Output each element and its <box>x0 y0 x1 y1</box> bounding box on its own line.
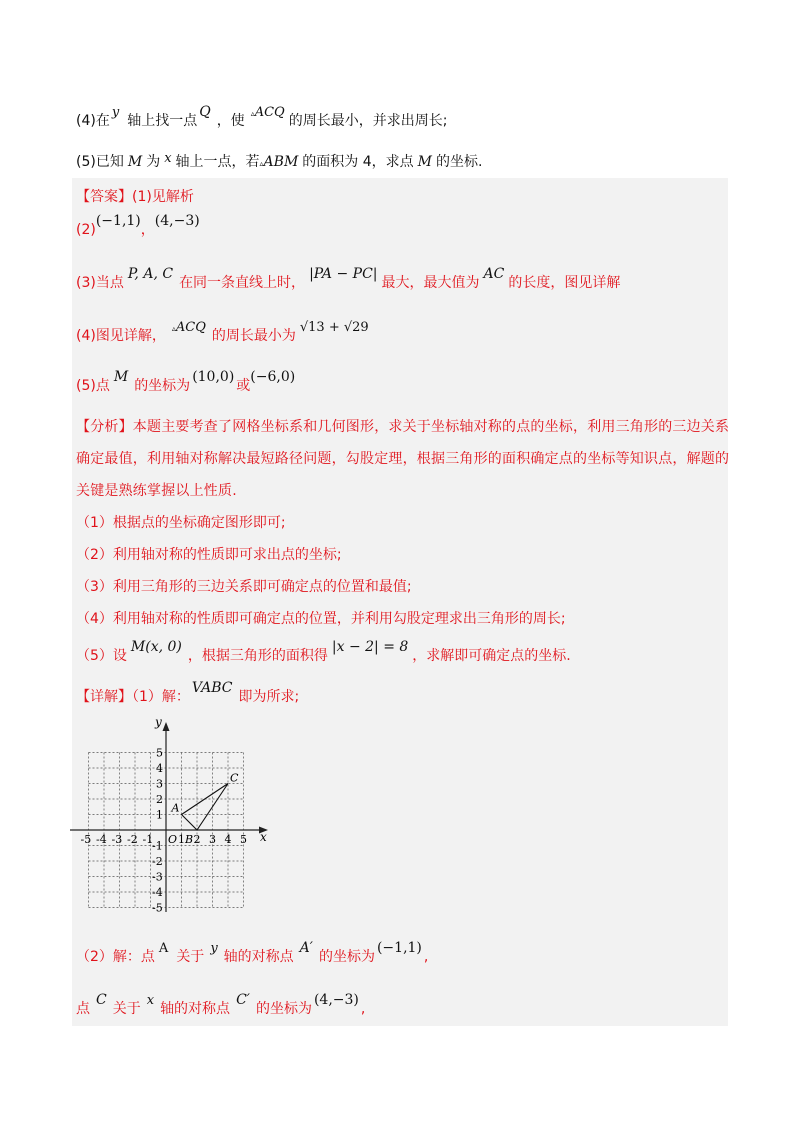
analysis-line-3: 关键是熟练掌握以上性质. <box>76 483 237 499</box>
analysis-step-3: （3）利用三角形的三边关系即可确定点的位置和最值; <box>76 579 412 595</box>
y-axis-label: y <box>155 715 162 729</box>
x-tick-label: -1 <box>142 833 154 846</box>
answer-5: (5)点M的坐标为(10,0)或(−6,0) <box>76 369 296 394</box>
y-tick-label: -5 <box>152 901 163 915</box>
y-tick-label: 2 <box>156 793 163 806</box>
coordinate-grid-figure <box>66 712 276 920</box>
y-tick-label: 1 <box>156 808 163 822</box>
step-2-line-1: （2）解：点A关于y轴的对称点A′的坐标为(−1,1), <box>76 940 429 965</box>
x-axis-label: x <box>260 830 267 844</box>
analysis-line-2: 确定最值，利用轴对称解决最短路径问题，勾股定理，根据三角形的面积确定点的坐标等知识点，解题的 <box>76 451 730 467</box>
answer-3: (3)当点P, A, C在同一条直线上时，|PA − PC|最大，最大值为AC的长度，图见详解 <box>76 266 621 291</box>
x-tick-label: 5 <box>240 833 247 846</box>
y-tick-label: -4 <box>152 886 163 899</box>
point-b-label: B <box>185 833 194 846</box>
answer-4: (4)图见详解， ▵ACQ的周长最小为√13 + √29 <box>76 320 369 344</box>
x-tick-label: 1 <box>178 833 185 846</box>
x-tick-label: 3 <box>209 833 216 846</box>
answer-heading: 【答案】(1)见解析 <box>76 189 194 205</box>
y-axis-arrow-icon <box>163 722 170 731</box>
analysis-step-1: （1）根据点的坐标确定图形即可; <box>76 515 286 531</box>
triangle-abc <box>182 784 229 831</box>
y-tick-label: -2 <box>152 855 163 868</box>
y-tick-label: -3 <box>152 870 163 884</box>
analysis-line-1: 【分析】本题主要考查了网格坐标系和几何图形，求关于坐标轴对称的点的坐标，利用三角形的三边关系 <box>76 419 730 435</box>
answer-2: (2)(−1,1)，(4,−3) <box>76 213 200 238</box>
y-tick-label: -1 <box>152 839 163 853</box>
x-tick-label: -4 <box>96 833 107 846</box>
y-tick-label: 5 <box>156 746 163 760</box>
y-tick-label: 3 <box>156 777 163 791</box>
x-tick-label: 4 <box>224 833 232 846</box>
question-5: (5)已知 M 为 x 轴上一点，若▵ABM 的面积为 4，求点 M 的坐标. <box>76 151 483 170</box>
x-tick-label: -5 <box>80 833 92 846</box>
analysis-step-5: （5）设M(x, 0)，根据三角形的面积得|x − 2| = 8，求解即可确定点的坐标. <box>76 639 571 664</box>
x-tick-label: -2 <box>127 833 138 846</box>
analysis-step-4: （4）利用轴对称的性质即可确定点的位置，并利用勾股定理求出三角形的周长; <box>76 611 566 627</box>
analysis-step-2: （2）利用轴对称的性质即可求出点的坐标; <box>76 547 342 563</box>
y-tick-label: 4 <box>156 762 163 775</box>
x-tick-label: 2 <box>193 833 201 846</box>
x-tick-label: -3 <box>111 833 123 846</box>
step-2-line-2: 点C关于x轴的对称点C′的坐标为(4,−3), <box>76 992 366 1017</box>
origin-label: O <box>168 833 178 846</box>
detail-heading: 【详解】（1）解：VABC即为所求; <box>76 680 300 705</box>
point-a-label: A <box>171 801 180 815</box>
question-4: (4)在y轴上找一点Q，使 ▵ACQ的周长最小，并求出周长; <box>76 104 448 129</box>
point-c-label: C <box>230 771 239 785</box>
